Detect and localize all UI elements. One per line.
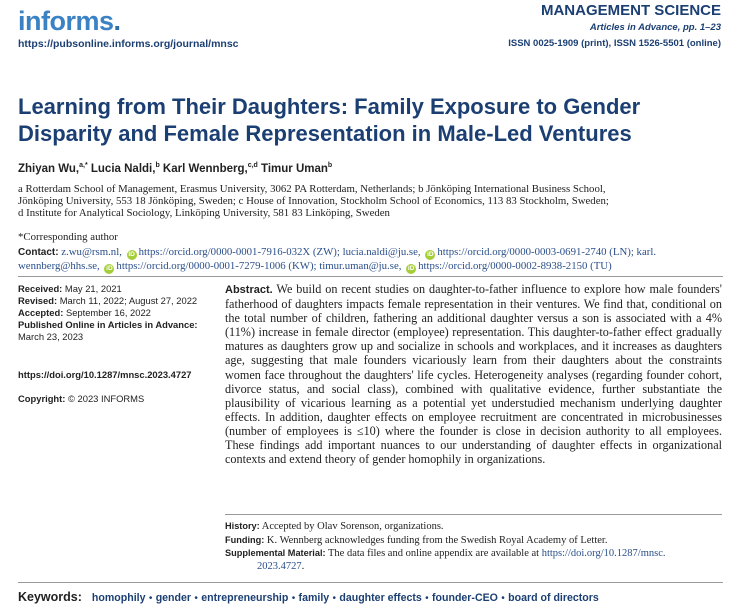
orcid-link[interactable]: https://orcid.org/0000-0001-7279-1006 (KW); timur.uman@ju.se, (116, 260, 402, 272)
authors: Zhiyan Wu,$^{a,*}$ Lucia Naldi,$^b$ Karl Wennberg,$^{c,d}$ Timur Uman$^b$ (18, 162, 333, 175)
funding-label: Funding: (225, 534, 265, 545)
article-title (18, 93, 718, 147)
orcid-link[interactable]: https://orcid.org/0000-0002-8938-2150 (TU) (418, 260, 612, 272)
title-line-2: Disparity and Female Representation in Male-Led Ventures (18, 121, 632, 146)
keyword[interactable]: family (298, 592, 330, 604)
corresponding-author-note: *Corresponding author (18, 231, 118, 243)
abstract-text: We build on recent studies on daughter-to-father influence to explore how male founders' fatherhood of daughters impacts female representation in their ventures. We find that, conditional on the total number of children, fathering an additional daughter versus a son is associated with a 4% (11%) increase in female director (employee) representation. This daughter-to-father effect gradually matures as daughters grow up and socialize in schools and workplaces, and it increases as daughters age, suggesting that male founders vicariously learn from their daughters about the constraints women face throughout the daughters' life cycles. Heterogeneity analyses (regarding founder cohort, divorce status, and social class), combined with qualitative evidence, further substantiate the plausibility of vicarious learning as a potential yet understudied mechanism underlying daughter effects. In addition, daughter effects on employee recruitment are concentrated in microbusinesses (number of employees is ≤10) where the founder is close in decision authority to all employees. These findings add important nuances to our understanding of daughter effects in organizational contexts and extend theory of gender homophily in organizations. (225, 282, 723, 467)
copyright-label: Copyright: (18, 393, 66, 404)
title-line-1: Learning from Their Daughters: Family Exposure to Gender (18, 94, 641, 119)
affiliation-line: Jönköping University, 553 18 Jönköping, Sweden; c House of Innovation, Stockholm School of Economics, 113 83 Stockholm, Sweden; (18, 195, 609, 207)
affiliations (18, 183, 718, 219)
abstract-label: Abstract. (225, 284, 273, 296)
keyword[interactable]: entrepreneurship (201, 592, 289, 604)
accepted-label: Accepted: (18, 307, 64, 318)
keyword-separator: • (332, 593, 337, 604)
funding-text: K. Wennberg acknowledges funding from the Swedish Royal Academy of Letter. (266, 534, 608, 546)
keyword-separator: • (501, 593, 505, 604)
keyword-separator: • (194, 593, 198, 604)
orcid-icon[interactable]: iD (427, 251, 434, 258)
received-label: Received: (18, 283, 63, 294)
keyword[interactable]: daughter effects (339, 592, 422, 604)
keyword[interactable]: board of directors (508, 592, 599, 604)
email-link[interactable]: z.wu@rsm.nl, (61, 246, 122, 258)
revised-date: March 11, 2022; August 27, 2022 (59, 295, 198, 306)
article-notes (225, 520, 722, 573)
article-history-sidebar (18, 283, 208, 405)
keyword-separator: • (148, 593, 153, 604)
history-text: Accepted by Olav Sorenson, organizations. (261, 521, 444, 532)
keyword[interactable]: gender (155, 592, 192, 604)
supplemental-link-cont[interactable]: 2023.4727 (257, 560, 302, 572)
received-date: May 21, 2021 (64, 283, 122, 294)
supplemental-label: Supplemental Material: (225, 548, 326, 559)
contact-info (18, 246, 723, 274)
history-label: History: (225, 521, 260, 531)
revised-label: Revised: (18, 295, 58, 306)
informs-logo: informs. (18, 6, 121, 36)
keywords (18, 590, 599, 604)
published-date: March 23, 2023 (18, 331, 84, 342)
accepted-date: September 16, 2022 (65, 307, 151, 318)
published-label: Published Online in Articles in Advance: (18, 319, 198, 330)
abstract (225, 282, 722, 466)
keyword[interactable]: founder-CEO (432, 592, 498, 604)
divider (18, 276, 723, 277)
orcid-link[interactable]: https://orcid.org/0000-0001-7916-032X (ZW); lucia.naldi@ju.se, (138, 246, 421, 258)
article-pages: Articles in Advance, pp. 1–23 (589, 22, 721, 33)
journal-name: MANAGEMENT SCIENCE (540, 2, 721, 19)
orcid-icon[interactable]: iD (106, 265, 113, 272)
supplemental-link[interactable]: https://doi.org/10.1287/mnsc. (541, 548, 666, 560)
supplemental-end: . (301, 560, 305, 572)
keyword-separator: • (291, 593, 296, 604)
affiliation-line: a Rotterdam School of Management, Erasmus University, 3062 PA Rotterdam, Netherlands; b Jönköping International Business School, (18, 183, 606, 195)
copyright-text: © 2023 INFORMS (68, 393, 145, 404)
issn: ISSN 0025-1909 (print), ISSN 1526-5501 (online) (508, 38, 721, 49)
orcid-icon[interactable]: iD (407, 265, 415, 272)
orcid-icon[interactable]: iD (128, 251, 135, 258)
email-link[interactable]: wennberg@hhs.se, (18, 260, 100, 272)
orcid-link[interactable]: https://orcid.org/0000-0003-0691-2740 (LN); karl. (437, 246, 657, 258)
divider (18, 582, 723, 583)
supplemental-text: The data files and online appendix are available at (328, 548, 540, 560)
keyword-separator: • (425, 593, 429, 604)
contact-label: Contact: (18, 247, 59, 258)
affiliation-line: d Institute for Analytical Sociology, Linköping University, 581 83 Linköping, Sweden (18, 207, 390, 219)
doi-link[interactable]: https://doi.org/10.1287/mnsc.2023.4727 (18, 369, 192, 380)
keyword[interactable]: homophily (91, 592, 146, 604)
divider (225, 514, 722, 515)
journal-url-link[interactable]: https://pubsonline.informs.org/journal/mnsc (18, 38, 239, 50)
keywords-label: Keywords: (18, 590, 82, 604)
